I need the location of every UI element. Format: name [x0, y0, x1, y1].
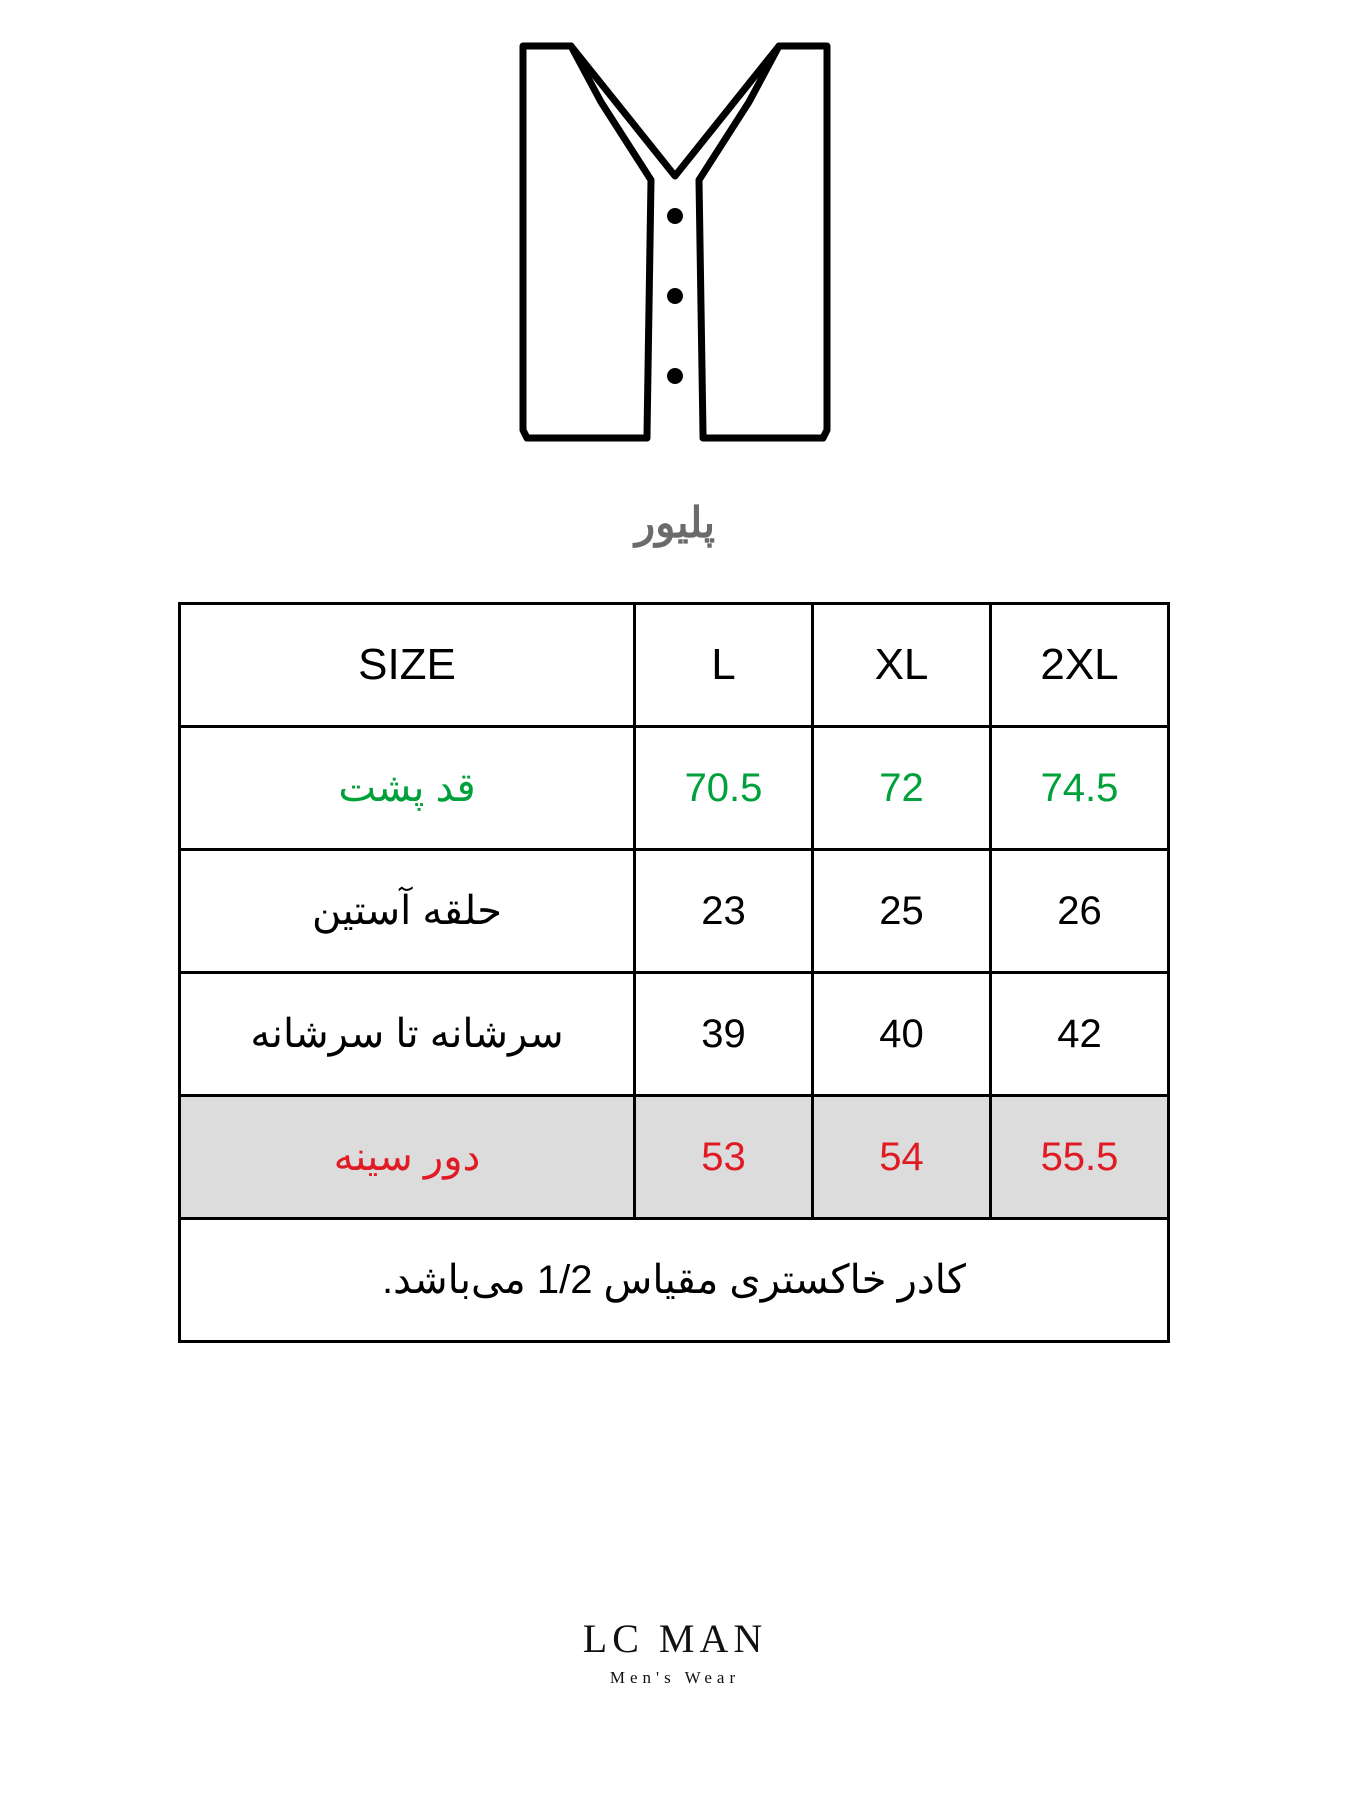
header-cell-2xl: 2XL — [991, 604, 1169, 727]
cell-chest-l: 53 — [635, 1096, 813, 1219]
garment-name: پلیور — [634, 499, 716, 546]
row-label-shoulder: سرشانه تا سرشانه — [180, 973, 635, 1096]
brand-footer — [0, 1615, 1350, 1688]
cell-back-length-2xl: 74.5 — [991, 727, 1169, 850]
header-cell-xl: XL — [813, 604, 991, 727]
table-row — [180, 727, 1169, 850]
table-row — [180, 1096, 1169, 1219]
table-row — [180, 850, 1169, 973]
size-table — [178, 602, 1170, 1343]
cell-back-length-l: 70.5 — [635, 727, 813, 850]
size-table-wrapper — [180, 602, 1170, 1343]
table-header-row — [180, 604, 1169, 727]
brand-tagline: Men's Wear — [609, 1668, 741, 1687]
cell-back-length-xl: 72 — [813, 727, 991, 850]
brand-name: LC MAN — [582, 1616, 768, 1661]
cell-armhole-xl: 25 — [813, 850, 991, 973]
table-row — [180, 973, 1169, 1096]
cell-chest-2xl: 55.5 — [991, 1096, 1169, 1219]
row-label-armhole: حلقه آستین — [180, 850, 635, 973]
garment-illustration — [505, 30, 845, 460]
cell-shoulder-xl: 40 — [813, 973, 991, 1096]
buttons — [667, 208, 683, 384]
cell-shoulder-l: 39 — [635, 973, 813, 1096]
cell-armhole-2xl: 26 — [991, 850, 1169, 973]
header-cell-l: L — [635, 604, 813, 727]
table-note-row — [180, 1219, 1169, 1342]
cell-shoulder-2xl: 42 — [991, 973, 1169, 1096]
row-label-back-length: قد پشت — [180, 727, 635, 850]
cell-armhole-l: 23 — [635, 850, 813, 973]
cell-chest-xl: 54 — [813, 1096, 991, 1219]
table-note: کادر خاکستری مقیاس 1/2 می‌باشد. — [180, 1219, 1169, 1342]
header-cell-size: SIZE — [180, 604, 635, 727]
vest-outline-icon — [505, 30, 845, 460]
row-label-chest: دور سینه — [180, 1096, 635, 1219]
